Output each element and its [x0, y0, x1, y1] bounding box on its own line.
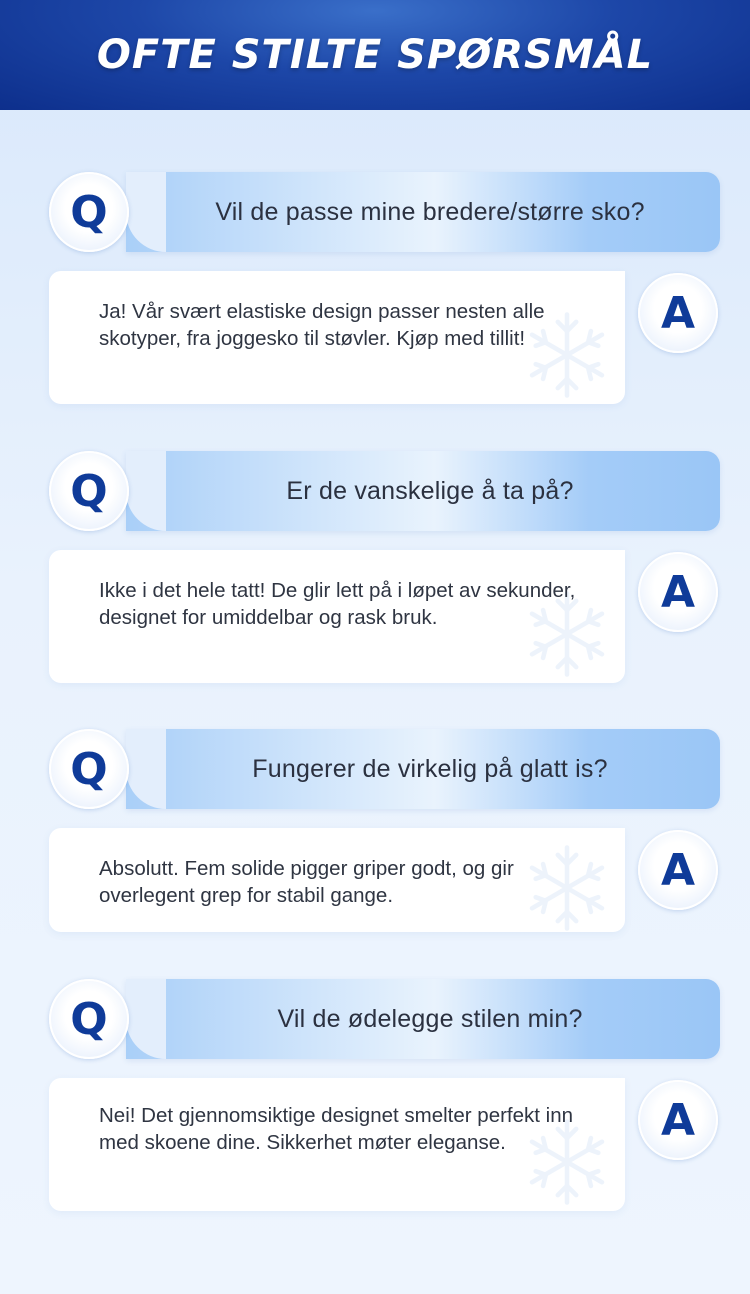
a-badge: A [638, 552, 718, 632]
faq-header [0, 0, 750, 110]
answer-text: Ikke i det hele tatt! De glir lett på i løpet av sekunder, designet for umiddelbar og rask bruk. [99, 579, 576, 629]
q-badge: Q [49, 451, 129, 531]
faq-item [0, 451, 750, 683]
page-title: OFTE STILTE SPØRSMÅL [96, 32, 654, 78]
answer-card [49, 550, 625, 683]
faq-item [0, 172, 750, 404]
q-badge: Q [49, 979, 129, 1059]
question-text: Vil de passe mine bredere/større sko? [215, 197, 645, 226]
faq-item [0, 979, 750, 1211]
answer-text: Absolutt. Fem solide pigger griper godt, og gir overlegent grep for stabil gange. [99, 857, 514, 907]
a-badge: A [638, 273, 718, 353]
question-text: Vil de ødelegge stilen min? [277, 1004, 583, 1033]
answer-text: Ja! Vår svært elastiske design passer nesten alle skotyper, fra joggesko til støvler. Kjøp med tillit! [99, 300, 545, 350]
question-text: Fungerer de virkelig på glatt is? [252, 754, 608, 783]
a-badge: A [638, 1080, 718, 1160]
answer-text: Nei! Det gjennomsiktige designet smelter perfekt inn med skoene dine. Sikkerhet møter eleganse. [99, 1104, 574, 1154]
answer-card [49, 271, 625, 404]
a-badge: A [638, 830, 718, 910]
q-badge: Q [49, 729, 129, 809]
faq-item [0, 729, 750, 932]
answer-card [49, 828, 625, 932]
answer-card [49, 1078, 625, 1211]
q-badge: Q [49, 172, 129, 252]
question-text: Er de vanskelige å ta på? [286, 476, 574, 505]
